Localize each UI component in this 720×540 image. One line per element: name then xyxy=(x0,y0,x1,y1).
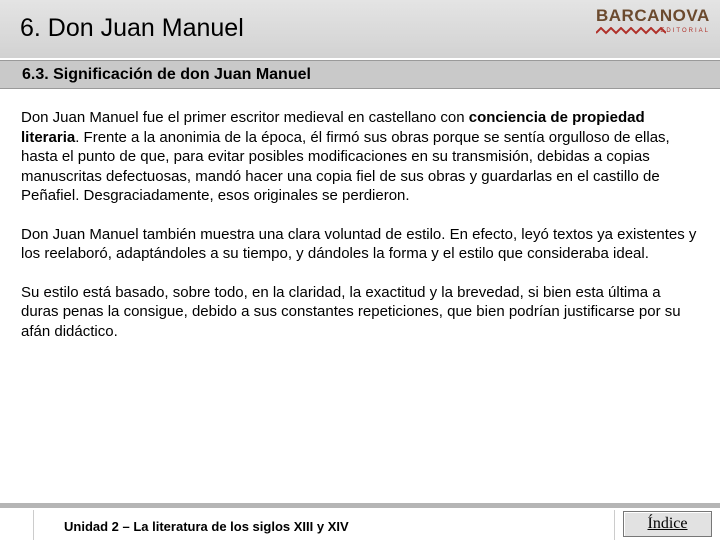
paragraph-3: Su estilo está basado, sobre todo, en la claridad, la exactitud y la brevedad, si bien esta última a duras penas la consigue, debido a sus constantes repeticiones, que bien podrían justificarse por su afán didáctico. xyxy=(21,283,681,340)
content-area xyxy=(21,108,699,360)
logo-subtext: EDITORIAL xyxy=(660,28,710,34)
paragraph-2: Don Juan Manuel también muestra una clara voluntad de estilo. En efecto, leyó textos ya existentes y los reelaboró, adaptándoles a su tiempo, y dándoles la forma y el estilo que consideraba ideal. xyxy=(21,225,697,262)
section-header xyxy=(0,60,720,89)
logo-wordmark: BARCANOVA xyxy=(596,6,710,25)
footer-unit-label: Unidad 2 – La literatura de los siglos XIII y XIV xyxy=(64,519,349,534)
barcanova-logo xyxy=(596,6,712,38)
header-bar xyxy=(0,0,720,58)
page-title: 6. Don Juan Manuel xyxy=(20,14,244,42)
paragraph-1: Don Juan Manuel fue el primer escritor medieval en castellano con conciencia de propiedad literaria. Frente a la anonimia de la época, él firmó sus obras porque se sentía orgulloso de ellas, hasta el punto de que, para evitar posibles modificaciones en su transmisión, debidas a copias manuscritas defectuosas, mandó hacer una copia fiel de sus obras y guardarlas en el castillo de Peñafiel. Desgraciadamente, esos originales se perdieron. xyxy=(21,109,670,204)
section-title: 6.3. Significación de don Juan Manuel xyxy=(22,66,311,83)
footer-divider xyxy=(0,503,720,508)
index-button-label: Índice xyxy=(647,515,688,532)
logo-zigzag-icon xyxy=(596,27,666,35)
index-button[interactable] xyxy=(623,511,712,537)
highlight-term: conciencia de propiedad literaria xyxy=(21,109,645,146)
